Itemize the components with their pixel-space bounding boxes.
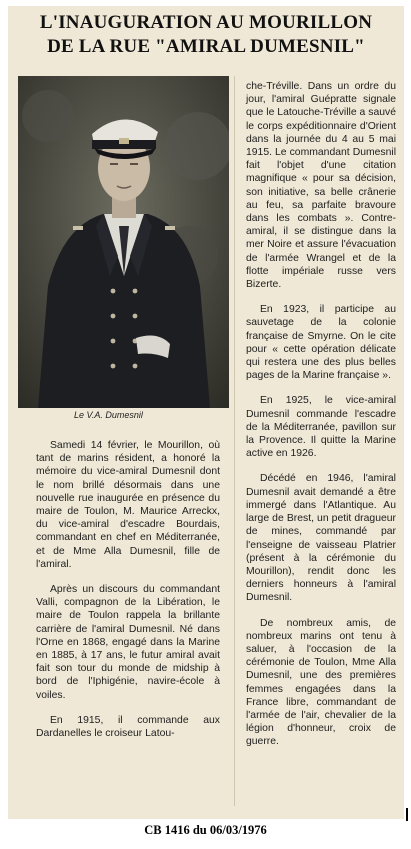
paragraph: che-Tréville. Dans un ordre du jour, l'amiral Guépratte signale que le Latouche-Tréville a sauvé le corps expéditionnaire d'Orient dans la journée du 4 au 5 mai 1915. Le commandant Dumesnil fait l'objet d'une citation magnifique « pour sa décision, son initiative, sa belle crânerie au feu, sa parfaite bravoure dans les combats ». Contre-amiral, il se distingue dans la mer Noire et assure l'évacuation de l'armée Wrangel et de la flotte impériale russe vers Bizerte. <box>246 81 396 291</box>
paragraph: En 1923, il participe au sauvetage de la colonie française de Smyrne. On le cite pour « cette opération délicate qui restera une des plus belles pages de la Marine française ». <box>246 304 396 382</box>
headline-line-2: DE LA RUE "AMIRAL DUMESNIL" <box>47 36 365 57</box>
article-headline <box>8 6 404 66</box>
newspaper-clipping <box>8 6 404 819</box>
paragraph: Après un discours du commandant Valli, compagnon de la Libération, le maire de Toulon rappela la brillante carrière de l'amiral Dumesnil. Né dans l'Orne en 1868, engagé dans la Marine en 1885, à 17 ans, le futur amiral avait fait son tour du monde de midship à bord de l'Iphigénie, navire-école à voiles. <box>36 584 220 701</box>
paragraph: En 1925, le vice-amiral Dumesnil commande l'escadre de la Méditerranée, pavillon sur la Provence. Il quitte la Marine active en 1926. <box>246 395 396 460</box>
photo-caption: Le V.A. Dumesnil <box>74 410 143 420</box>
article-right-column <box>246 80 396 761</box>
admiral-portrait-photo <box>18 76 229 408</box>
column-divider <box>234 76 235 806</box>
headline-line-1: L'INAUGURATION AU MOURILLON <box>39 12 373 33</box>
article-left-column <box>36 439 220 752</box>
paragraph: De nombreux amis, de nombreux marins ont tenu à saluer, à l'occasion de la cérémonie de Toulon, Mme Alla Dumesnil, une des premières femmes engagées dans la France libre, commandant de l'armée de l'air, chevalier de la légion d'honneur, croix de guerre. <box>246 617 396 748</box>
paragraph: En 1915, il commande aux Dardanelles le croiseur Latou- <box>36 714 220 740</box>
paragraph: Samedi 14 février, le Mourillon, où tant de marins résident, a honoré la mémoire du vice-amiral Dumesnil dont le nom brillé désormais dans une nouvelle rue inaugurée en présence du maire de Toulon, M. Maurice Arreckx, du vice-amiral d'escadre Bourdais, commandant en chef en Méditerranée, et de Mme Alla Dumesnil, fille de l'amiral. <box>36 440 220 570</box>
edge-mark <box>406 808 408 821</box>
source-reference: CB 1416 du 06/03/1976 <box>144 823 267 837</box>
portrait-illustration <box>18 76 229 408</box>
paragraph: Décédé en 1946, l'amiral Dumesnil avait demandé a être immergé dans l'Atlantique. Au large de Brest, un petit dragueur de mines, commandé par l'enseigne de vaisseau Platrier (présent à la cérémonie du Mourillon), rendit donc les derniers honneurs à l'amiral Dumesnil. <box>246 473 396 604</box>
